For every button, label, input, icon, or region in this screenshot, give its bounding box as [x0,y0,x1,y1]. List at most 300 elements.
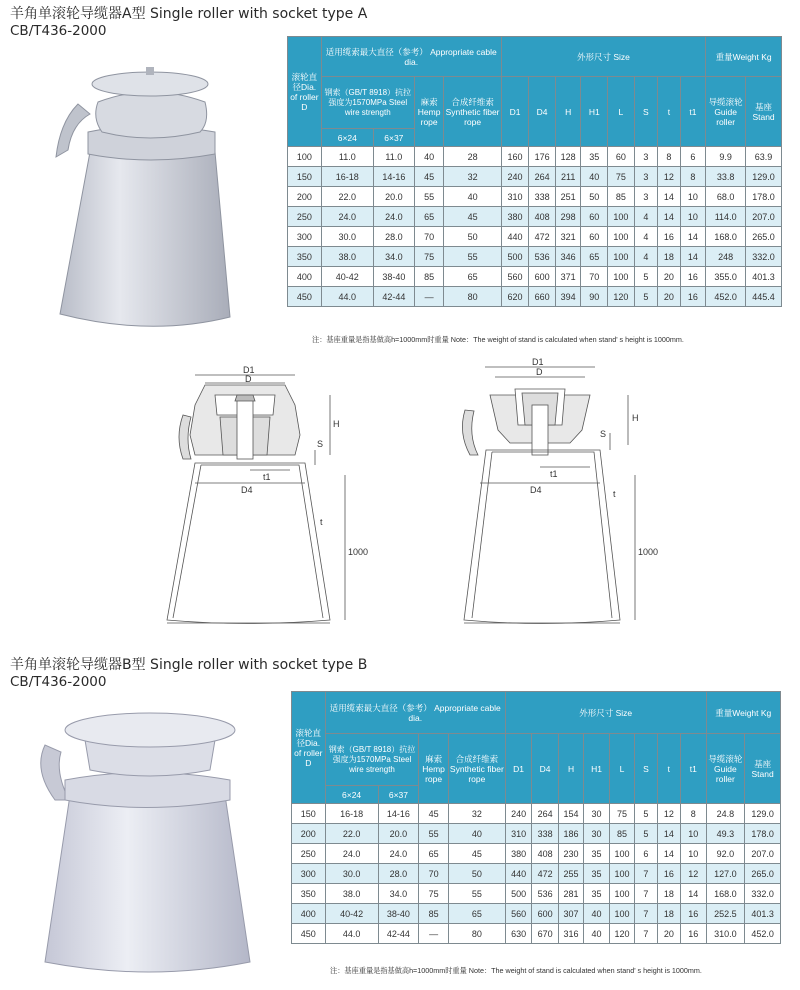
table-cell: 45 [419,804,449,824]
table-cell: 30.0 [325,864,378,884]
table-cell: 14 [658,187,680,207]
col-dim: D4 [529,77,556,147]
table-cell: 10 [681,824,706,844]
col-synthetic: 合成纤维索 Synthetic fiber rope [444,77,501,147]
table-cell: 600 [532,904,558,924]
table-cell: 100 [609,864,634,884]
table-cell: 33.8 [706,167,746,187]
table-cell: 18 [657,904,680,924]
col-dim: t1 [681,734,706,804]
table-cell: 332.0 [745,884,781,904]
table-cell: 14 [657,844,680,864]
table-a [287,36,782,307]
col-dim: D1 [501,77,529,147]
table-cell: 408 [532,844,558,864]
table-cell: 100 [288,147,322,167]
table-cell: 211 [555,167,581,187]
table-cell: 450 [292,924,326,944]
table-cell: 251 [555,187,581,207]
label-t: t [320,517,323,527]
section-a-heading [10,6,367,40]
table-cell: 12 [658,167,680,187]
table-cell: 10 [680,187,706,207]
table-cell: 40 [584,904,609,924]
table-cell: 670 [532,924,558,944]
table-cell: 178.0 [745,824,781,844]
table-cell: 8 [680,167,706,187]
table-cell: 394 [555,287,581,307]
table-cell: 371 [555,267,581,287]
table-cell: 5 [634,287,658,307]
table-cell: 127.0 [706,864,745,884]
table-cell: 150 [288,167,322,187]
col-cable-group: 适用缆索最大直径（参考） Appropriate cable dia. [325,692,505,734]
table-cell: 50 [581,187,608,207]
table-cell: 129.0 [745,804,781,824]
table-cell: 472 [532,864,558,884]
table-cell: 408 [529,207,556,227]
label-h: H [632,413,639,423]
table-row [288,267,782,287]
table-cell: 45 [414,167,444,187]
table-cell: 440 [501,227,529,247]
table-cell: 500 [505,884,531,904]
table-cell: 38-40 [378,904,419,924]
table-cell: 40 [444,187,501,207]
table-cell: 186 [558,824,583,844]
table-cell: 75 [419,884,449,904]
table-cell: 6 [635,844,657,864]
col-roller-dia: 滚轮直径Dia. of roller D [292,692,326,804]
table-cell: 265.0 [745,864,781,884]
table-cell: 40-42 [325,904,378,924]
table-cell: 60 [581,227,608,247]
table-cell: 401.3 [745,904,781,924]
col-steel-6x37: 6×37 [378,786,419,804]
table-cell: 14 [657,824,680,844]
table-cell: 500 [501,247,529,267]
table-row [288,187,782,207]
col-dim: t [658,77,680,147]
section-a-note: 注：基座重量是指基做高h=1000mm时重量 Note：The weight of stand is calculated when stand' s height is 1000mm. [312,335,684,344]
table-cell: 310.0 [706,924,745,944]
table-cell: 7 [635,924,657,944]
col-weight-group: 重量Weight Kg [706,37,782,77]
table-cell: 65 [444,267,501,287]
table-cell: 350 [288,247,322,267]
col-steel-6x24: 6×24 [321,129,373,147]
table-cell: 20.0 [373,187,414,207]
table-cell: 100 [609,844,634,864]
col-dim: L [609,734,634,804]
table-cell: 536 [529,247,556,267]
table-cell: 338 [532,824,558,844]
table-cell: 7 [635,904,657,924]
table-cell: 70 [419,864,449,884]
table-cell: 16 [680,287,706,307]
table-cell: 80 [444,287,501,307]
table-row [288,247,782,267]
table-cell: 16 [658,227,680,247]
label-1000: 1000 [638,547,659,557]
label-s: S [600,429,607,439]
col-guide-roller: 导缆滚轮 Guide roller [706,734,745,804]
table-row [288,167,782,187]
table-cell: 40 [581,167,608,187]
table-cell: 321 [555,227,581,247]
table-cell: 60 [608,147,635,167]
table-cell: 16 [680,267,706,287]
col-dim: H [558,734,583,804]
table-cell: 34.0 [373,247,414,267]
table-row [292,924,781,944]
table-cell: 129.0 [746,167,782,187]
col-size-group: 外形尺寸 Size [501,37,706,77]
table-cell: 380 [505,844,531,864]
table-cell: 12 [657,804,680,824]
table-cell: 207.0 [745,844,781,864]
col-dim: H [555,77,581,147]
table-cell: 250 [288,207,322,227]
table-cell: 5 [634,267,658,287]
table-row [292,844,781,864]
table-cell: — [419,924,449,944]
table-row [288,287,782,307]
col-hemp: 麻索 Hemp rope [419,734,449,804]
table-cell: 452.0 [706,287,746,307]
label-t1: t1 [263,472,271,482]
table-cell: 207.0 [746,207,782,227]
drawing-type-a [155,355,369,630]
table-cell: 38.0 [325,884,378,904]
section-b-note: 注：基座重量是指基做高h=1000mm时重量 Note：The weight of stand is calculated when stand' s height is 1000mm. [330,966,702,975]
table-cell: 452.0 [745,924,781,944]
table-cell: 42-44 [378,924,419,944]
table-cell: 20.0 [378,824,419,844]
table-cell: 24.0 [378,844,419,864]
label-d: D [536,367,543,377]
table-cell: 120 [609,924,634,944]
table-cell: 70 [581,267,608,287]
table-cell: 42-44 [373,287,414,307]
table-cell: 4 [634,247,658,267]
table-cell: 16 [681,904,706,924]
table-cell: 40 [414,147,444,167]
table-cell: 7 [635,864,657,884]
col-steel-wire: 钢索（GB/T 8918）抗拉强度为1570MPa Steel wire strength [325,734,419,786]
table-cell: 75 [414,247,444,267]
table-cell: 7 [635,884,657,904]
col-dim: t [657,734,680,804]
table-cell: 310 [505,824,531,844]
table-cell: 30.0 [321,227,373,247]
table-cell: 252.5 [706,904,745,924]
table-cell: 49.3 [706,824,745,844]
table-cell: 45 [448,844,505,864]
section-a-title: 羊角单滚轮导缆器A型 Single roller with socket type A [10,6,368,22]
table-cell: 11.0 [321,147,373,167]
label-1000: 1000 [348,547,369,557]
table-cell: 536 [532,884,558,904]
table-cell: 35 [584,844,609,864]
label-d1: D1 [243,365,255,375]
table-cell: 68.0 [706,187,746,207]
table-cell: 50 [444,227,501,247]
col-hemp: 麻索 Hemp rope [414,77,444,147]
table-cell: 230 [558,844,583,864]
col-size-group: 外形尺寸 Size [505,692,706,734]
table-b [291,691,781,944]
table-cell: 100 [608,267,635,287]
col-steel-6x24: 6×24 [325,786,378,804]
table-cell: 281 [558,884,583,904]
table-cell: 160 [501,147,529,167]
col-dim: L [608,77,635,147]
table-cell: 560 [501,267,529,287]
table-cell: 34.0 [378,884,419,904]
table-cell: 24.8 [706,804,745,824]
table-cell: 44.0 [325,924,378,944]
col-dim: S [634,77,658,147]
col-synthetic: 合成纤维索 Synthetic fiber rope [448,734,505,804]
table-cell: 45 [444,207,501,227]
table-cell: 264 [532,804,558,824]
label-s: S [317,439,324,449]
table-cell: 22.0 [321,187,373,207]
table-cell: 38-40 [373,267,414,287]
label-d4: D4 [241,485,253,495]
table-cell: 128 [555,147,581,167]
table-cell: 400 [292,904,326,924]
table-cell: 11.0 [373,147,414,167]
table-cell: 24.0 [321,207,373,227]
section-b-title: 羊角单滚轮导缆器B型 Single roller with socket type B [10,657,368,673]
table-cell: 28 [444,147,501,167]
table-cell: 35 [584,864,609,884]
table-cell: 630 [505,924,531,944]
table-cell: 20 [658,287,680,307]
table-cell: 32 [448,804,505,824]
table-cell: 90 [581,287,608,307]
table-row [288,147,782,167]
table-cell: 450 [288,287,322,307]
table-cell: 316 [558,924,583,944]
table-cell: 310 [501,187,529,207]
table-cell: 346 [555,247,581,267]
col-stand: 基座 Stand [745,734,781,804]
table-cell: 16-18 [321,167,373,187]
label-d4: D4 [530,485,542,495]
table-cell: 401.3 [746,267,782,287]
table-row [292,904,781,924]
table-cell: 22.0 [325,824,378,844]
section-b-standard: CB/T436-2000 [10,674,107,690]
table-cell: 65 [414,207,444,227]
table-cell: 9.9 [706,147,746,167]
table-cell: 14 [658,207,680,227]
table-cell: 16-18 [325,804,378,824]
table-cell: 40 [448,824,505,844]
table-cell: 18 [657,884,680,904]
table-row [292,824,781,844]
table-cell: 55 [448,884,505,904]
col-steel-6x37: 6×37 [373,129,414,147]
table-cell: 154 [558,804,583,824]
table-cell: 14 [680,247,706,267]
table-cell: 14 [681,884,706,904]
table-cell: 24.0 [325,844,378,864]
table-cell: 18 [658,247,680,267]
table-cell: 35 [581,147,608,167]
col-cable-group: 适用缆索最大直径（参考） Appropriate cable dia. [321,37,501,77]
table-cell: 3 [634,167,658,187]
table-cell: 100 [609,904,634,924]
table-cell: 30 [584,824,609,844]
table-cell: 80 [448,924,505,944]
table-cell: 240 [505,804,531,824]
table-cell: 355.0 [706,267,746,287]
col-dim: H1 [581,77,608,147]
table-cell: 75 [608,167,635,187]
table-row [292,864,781,884]
table-cell: 100 [608,207,635,227]
table-cell: 85 [419,904,449,924]
label-d1: D1 [532,357,544,367]
table-cell: 176 [529,147,556,167]
table-cell: 472 [529,227,556,247]
table-cell: 60 [581,207,608,227]
table-cell: 30 [584,804,609,824]
table-cell: 28.0 [373,227,414,247]
drawing-type-b [450,355,660,630]
table-cell: 338 [529,187,556,207]
table-cell: 32 [444,167,501,187]
table-cell: 120 [608,287,635,307]
table-cell: 5 [635,824,657,844]
table-cell: 300 [292,864,326,884]
table-cell: 4 [634,227,658,247]
table-row [292,884,781,904]
section-b-heading [10,657,367,691]
label-d: D [245,374,252,384]
table-row [288,207,782,227]
col-dim: D1 [505,734,531,804]
table-cell: 200 [292,824,326,844]
table-cell: 38.0 [321,247,373,267]
table-cell: 100 [608,227,635,247]
table-cell: 14-16 [373,167,414,187]
fairlead-photo-b [25,700,285,980]
table-cell: 65 [448,904,505,924]
table-cell: 10 [680,207,706,227]
table-cell: 620 [501,287,529,307]
label-t: t [613,489,616,499]
col-roller-dia: 滚轮直径Dia. of roller D [288,37,322,147]
table-cell: 65 [581,247,608,267]
table-cell: 100 [609,884,634,904]
table-cell: 40 [584,924,609,944]
table-cell: 114.0 [706,207,746,227]
table-row [292,804,781,824]
table-cell: 12 [681,864,706,884]
table-cell: 8 [658,147,680,167]
section-a-standard: CB/T436-2000 [10,23,107,39]
table-cell: 10 [681,844,706,864]
table-row [288,227,782,247]
table-cell: 65 [419,844,449,864]
table-cell: 75 [609,804,634,824]
col-dim: t1 [680,77,706,147]
table-cell: 28.0 [378,864,419,884]
table-cell: 55 [414,187,444,207]
table-cell: 5 [635,804,657,824]
table-cell: 150 [292,804,326,824]
table-cell: 85 [609,824,634,844]
label-h: H [333,419,340,429]
table-cell: 14-16 [378,804,419,824]
table-cell: 6 [680,147,706,167]
table-cell: 16 [681,924,706,944]
table-cell: 85 [608,187,635,207]
table-cell: 255 [558,864,583,884]
table-cell: 332.0 [746,247,782,267]
col-dim: H1 [584,734,609,804]
table-cell: 4 [634,207,658,227]
col-dim: D4 [532,734,558,804]
table-cell: 3 [634,187,658,207]
table-cell: 85 [414,267,444,287]
table-cell: 445.4 [746,287,782,307]
table-cell: 55 [444,247,501,267]
table-cell: 70 [414,227,444,247]
col-dim: S [635,734,657,804]
table-cell: 298 [555,207,581,227]
table-cell: 240 [501,167,529,187]
table-cell: 92.0 [706,844,745,864]
table-cell: 50 [448,864,505,884]
table-cell: 264 [529,167,556,187]
table-cell: 248 [706,247,746,267]
table-cell: 24.0 [373,207,414,227]
table-cell: 350 [292,884,326,904]
table-cell: 250 [292,844,326,864]
table-cell: 3 [634,147,658,167]
table-cell: 63.9 [746,147,782,167]
table-cell: 8 [681,804,706,824]
table-cell: 200 [288,187,322,207]
table-cell: 168.0 [706,884,745,904]
table-cell: 560 [505,904,531,924]
table-cell: 178.0 [746,187,782,207]
col-guide-roller: 导缆滚轮 Guide roller [706,77,746,147]
table-cell: 600 [529,267,556,287]
table-cell: 168.0 [706,227,746,247]
table-cell: 440 [505,864,531,884]
table-cell: 44.0 [321,287,373,307]
fairlead-photo-a [50,62,285,332]
col-weight-group: 重量Weight Kg [706,692,780,734]
col-steel-wire: 钢索（GB/T 8918）抗拉强度为1570MPa Steel wire strength [321,77,414,129]
col-stand: 基座 Stand [746,77,782,147]
table-cell: 20 [658,267,680,287]
table-cell: 660 [529,287,556,307]
table-cell: 14 [680,227,706,247]
table-cell: 16 [657,864,680,884]
label-t1: t1 [550,469,558,479]
table-cell: 55 [419,824,449,844]
table-cell: 20 [657,924,680,944]
table-cell: 300 [288,227,322,247]
